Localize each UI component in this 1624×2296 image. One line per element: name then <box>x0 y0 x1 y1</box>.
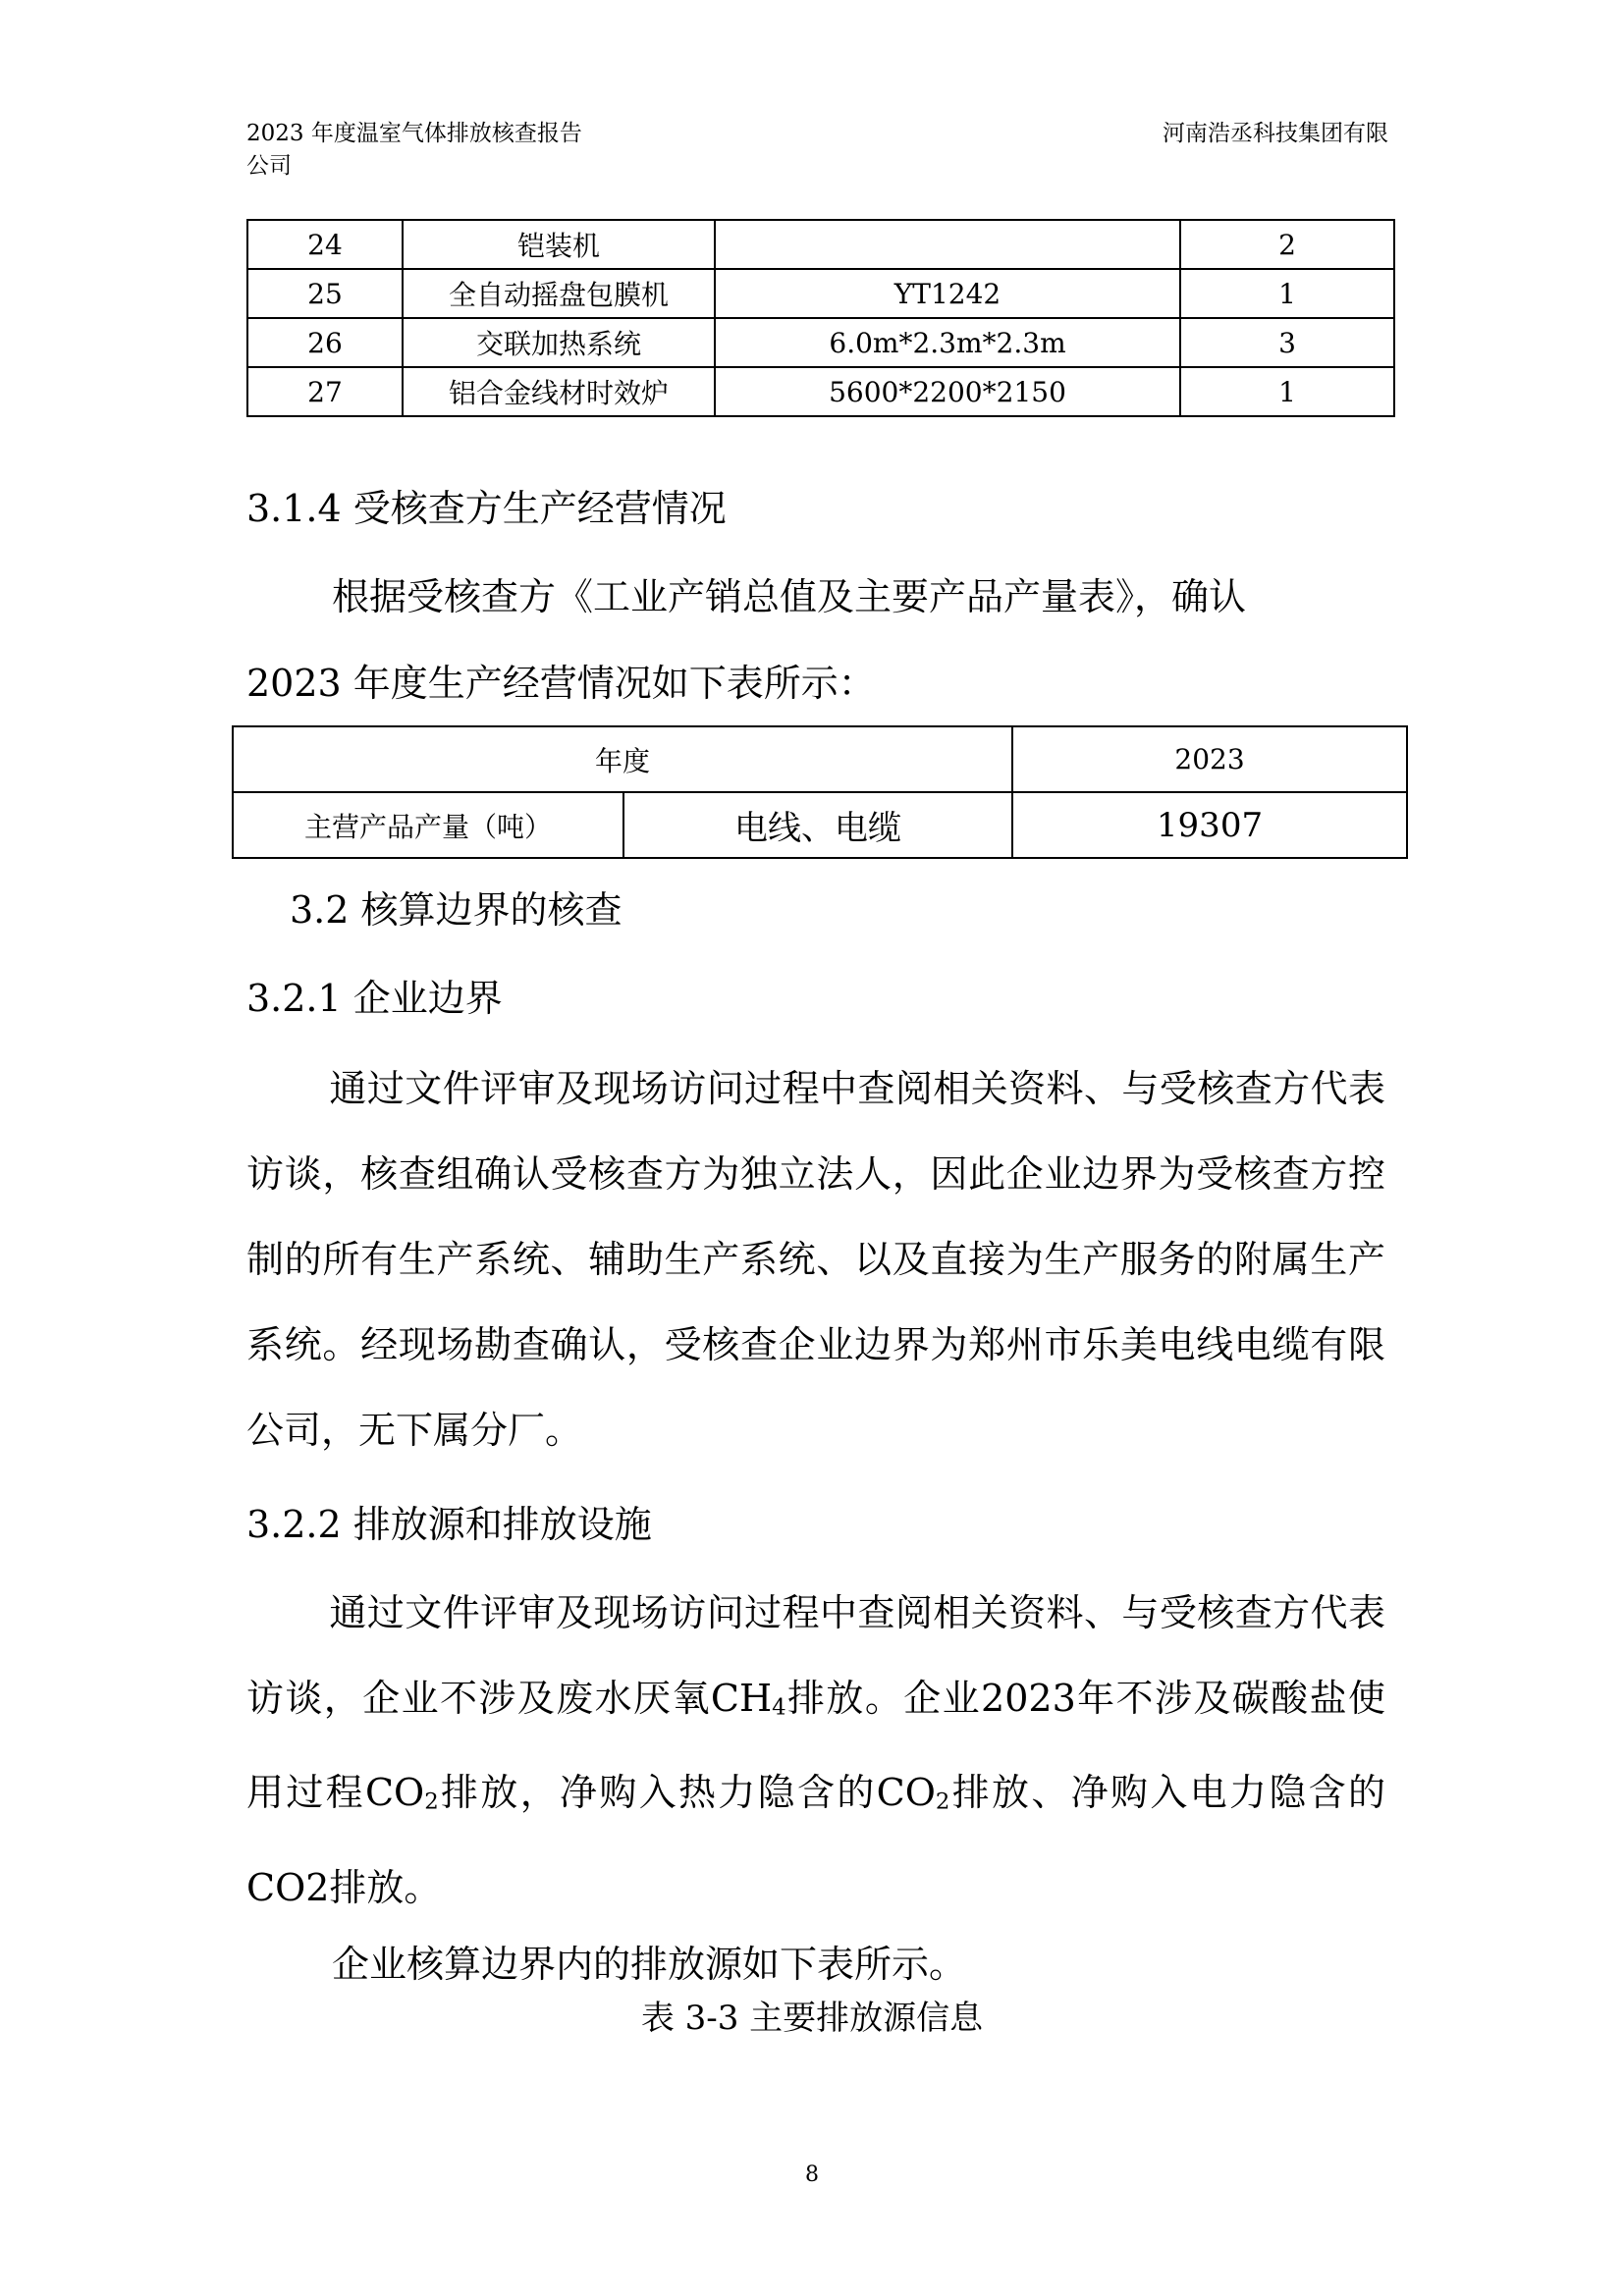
table-row <box>233 792 1407 858</box>
table-row <box>247 318 1394 367</box>
header-company: 河南浩丞科技集团有限 <box>1163 121 1388 146</box>
output-label-cell: 主营产品产量（吨） <box>233 792 623 858</box>
year-value-cell: 2023 <box>1012 726 1407 792</box>
equipment-spec-cell: 5600*2200*2150 <box>715 367 1180 416</box>
row-number-cell: 25 <box>247 269 403 318</box>
section-3-2-heading: 3.2 核算边界的核查 <box>290 888 623 932</box>
section-3-2-2-heading: 3.2.2 排放源和排放设施 <box>246 1503 652 1546</box>
section-3-1-4-para-line2: 2023 年度生产经营情况如下表所示： <box>246 662 876 705</box>
section-3-1-4-para-line1: 根据受核查方《工业产销总值及主要产品产量表》，确认 <box>332 575 1247 618</box>
table-row <box>247 220 1394 269</box>
section-3-2-1-heading: 3.2.1 企业边界 <box>246 977 503 1020</box>
section-3-2-2-paragraph-2: 企业核算边界内的排放源如下表所示。 <box>332 1943 967 1986</box>
production-table <box>232 725 1408 859</box>
table-row <box>247 367 1394 416</box>
equipment-qty-cell: 1 <box>1180 367 1394 416</box>
table-row <box>233 726 1407 792</box>
table-caption: 表 3-3 主要排放源信息 <box>640 1999 984 2038</box>
equipment-spec-cell: YT1242 <box>715 269 1180 318</box>
row-number-cell: 27 <box>247 367 403 416</box>
equipment-name-cell: 铠装机 <box>403 220 715 269</box>
section-3-2-2-paragraph: 通过文件评审及现场访问过程中查阅相关资料、与受核查方代表访谈，企业不涉及废水厌氧$CH_4$排放。企业2023年不涉及碳酸盐使用过程$CO_2$排放，净购入热力隐含的$CO_2$排放、净购入电力隐含的CO2排放。 <box>246 1591 1385 1909</box>
year-label-cell: 年度 <box>233 726 1012 792</box>
table-row <box>247 269 1394 318</box>
section-3-1-4-heading: 3.1.4 受核查方生产经营情况 <box>246 487 727 530</box>
equipment-table <box>246 219 1395 417</box>
equipment-qty-cell: 1 <box>1180 269 1394 318</box>
equipment-name-cell: 全自动摇盘包膜机 <box>403 269 715 318</box>
equipment-qty-cell: 3 <box>1180 318 1394 367</box>
row-number-cell: 24 <box>247 220 403 269</box>
header-report-title-cont: 公司 <box>246 153 292 179</box>
equipment-spec-cell <box>715 220 1180 269</box>
output-value-cell: 19307 <box>1012 792 1407 858</box>
section-3-2-1-paragraph: 通过文件评审及现场访问过程中查阅相关资料、与受核查方代表访谈，核查组确认受核查方为独立法人，因此企业边界为受核查方控制的所有生产系统、辅助生产系统、以及直接为生产服务的附属生产系统。经现场勘查确认，受核查企业边界为郑州市乐美电线电缆有限公司，无下属分厂。 <box>246 1067 1385 1452</box>
equipment-spec-cell: 6.0m*2.3m*2.3m <box>715 318 1180 367</box>
header-report-title: 2023 年度温室气体排放核查报告 <box>246 121 582 146</box>
equipment-name-cell: 铝合金线材时效炉 <box>403 367 715 416</box>
page-number: 8 <box>805 2163 819 2187</box>
equipment-qty-cell: 2 <box>1180 220 1394 269</box>
row-number-cell: 26 <box>247 318 403 367</box>
product-cell: 电线、电缆 <box>623 792 1012 858</box>
equipment-name-cell: 交联加热系统 <box>403 318 715 367</box>
